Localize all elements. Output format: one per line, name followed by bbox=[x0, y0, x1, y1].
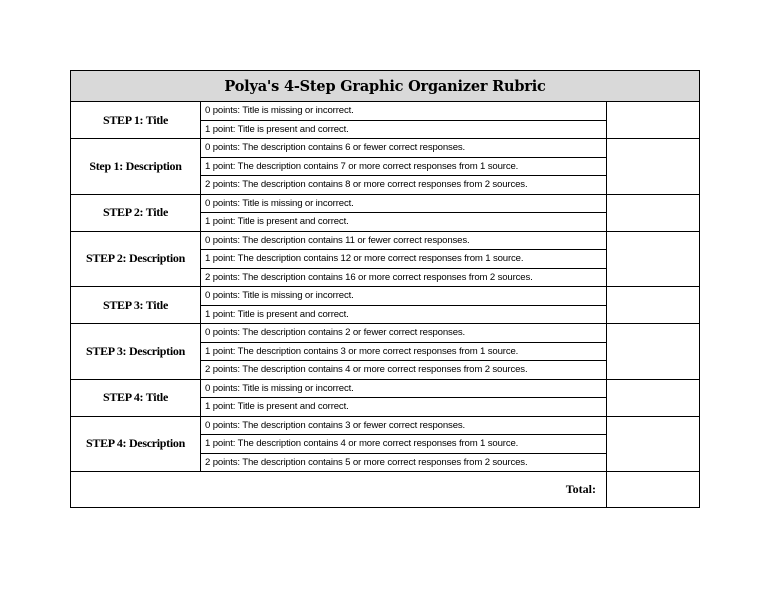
criterion-text: 1 point: The description contains 3 or more correct responses from 1 source. bbox=[201, 342, 607, 361]
total-row bbox=[71, 472, 700, 508]
criterion-text: 0 points: The description contains 2 or fewer correct responses. bbox=[201, 324, 607, 343]
rubric-row bbox=[71, 287, 700, 306]
criterion-text: 0 points: Title is missing or incorrect. bbox=[201, 194, 607, 213]
score-cell[interactable] bbox=[607, 139, 700, 195]
step-label: STEP 2: Description bbox=[71, 231, 201, 287]
step-label: STEP 3: Description bbox=[71, 324, 201, 380]
criterion-text: 0 points: The description contains 3 or fewer correct responses. bbox=[201, 416, 607, 435]
step-label: STEP 3: Title bbox=[71, 287, 201, 324]
score-cell[interactable] bbox=[607, 416, 700, 472]
score-cell[interactable] bbox=[607, 287, 700, 324]
criterion-text: 0 points: The description contains 11 or fewer correct responses. bbox=[201, 231, 607, 250]
criterion-text: 1 point: The description contains 4 or more correct responses from 1 source. bbox=[201, 435, 607, 454]
criterion-text: 0 points: Title is missing or incorrect. bbox=[201, 379, 607, 398]
criterion-text: 1 point: The description contains 12 or more correct responses from 1 source. bbox=[201, 250, 607, 269]
total-score-cell[interactable] bbox=[607, 472, 700, 508]
criterion-text: 1 point: Title is present and correct. bbox=[201, 398, 607, 417]
rubric-table bbox=[70, 70, 700, 508]
score-cell[interactable] bbox=[607, 102, 700, 139]
criterion-text: 2 points: The description contains 16 or more correct responses from 2 sources. bbox=[201, 268, 607, 287]
criterion-text: 1 point: Title is present and correct. bbox=[201, 120, 607, 139]
criterion-text: 0 points: Title is missing or incorrect. bbox=[201, 287, 607, 306]
criterion-text: 0 points: Title is missing or incorrect. bbox=[201, 102, 607, 121]
step-label: STEP 2: Title bbox=[71, 194, 201, 231]
total-label: Total: bbox=[71, 472, 607, 508]
rubric-row bbox=[71, 231, 700, 250]
rubric-row bbox=[71, 379, 700, 398]
criterion-text: 0 points: The description contains 6 or fewer correct responses. bbox=[201, 139, 607, 158]
rubric-row bbox=[71, 139, 700, 158]
step-label: STEP 4: Title bbox=[71, 379, 201, 416]
rubric-row bbox=[71, 102, 700, 121]
criterion-text: 2 points: The description contains 8 or more correct responses from 2 sources. bbox=[201, 176, 607, 195]
criterion-text: 1 point: The description contains 7 or more correct responses from 1 source. bbox=[201, 157, 607, 176]
score-cell[interactable] bbox=[607, 379, 700, 416]
criterion-text: 1 point: Title is present and correct. bbox=[201, 305, 607, 324]
step-label: STEP 4: Description bbox=[71, 416, 201, 472]
criterion-text: 2 points: The description contains 5 or more correct responses from 2 sources. bbox=[201, 453, 607, 472]
title-row bbox=[71, 71, 700, 102]
score-cell[interactable] bbox=[607, 194, 700, 231]
score-cell[interactable] bbox=[607, 324, 700, 380]
rubric-row bbox=[71, 194, 700, 213]
criterion-text: 2 points: The description contains 4 or more correct responses from 2 sources. bbox=[201, 361, 607, 380]
step-label: Step 1: Description bbox=[71, 139, 201, 195]
step-label: STEP 1: Title bbox=[71, 102, 201, 139]
rubric-title: Polya's 4-Step Graphic Organizer Rubric bbox=[71, 71, 700, 102]
rubric-row bbox=[71, 416, 700, 435]
criterion-text: 1 point: Title is present and correct. bbox=[201, 213, 607, 232]
rubric-row bbox=[71, 324, 700, 343]
score-cell[interactable] bbox=[607, 231, 700, 287]
